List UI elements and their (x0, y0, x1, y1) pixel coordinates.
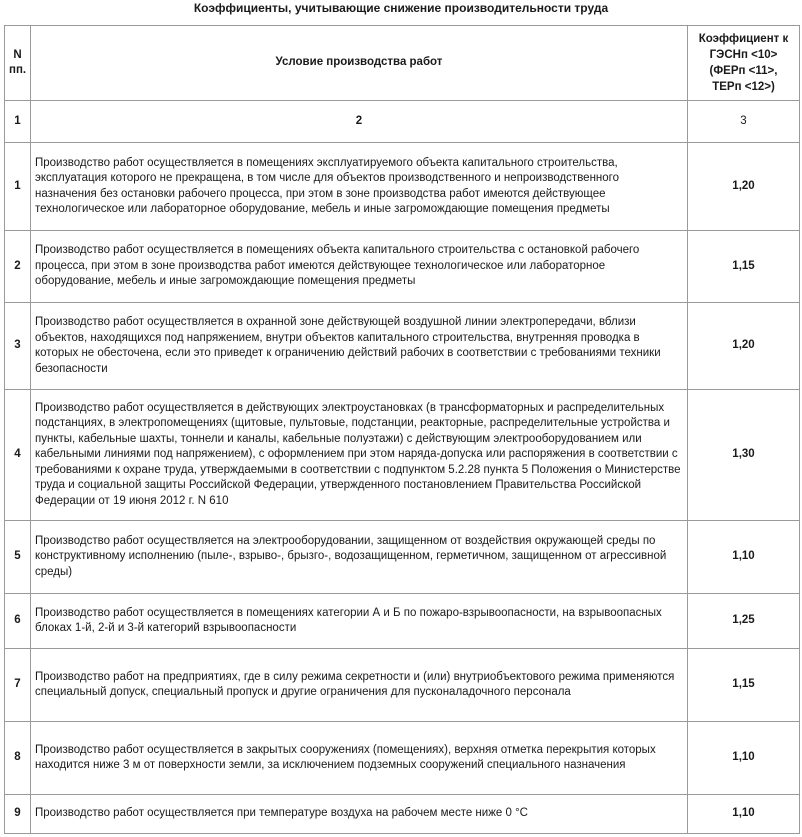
row-coefficient: 1,25 (688, 594, 800, 649)
table-row (5, 649, 800, 722)
coefficients-table (4, 25, 800, 834)
table-caption: Коэффициенты, учитывающие снижение производительности труда (193, 1, 609, 15)
row-num: 1 (5, 143, 31, 231)
index-cell-2: 2 (31, 101, 688, 143)
row-condition: Производство работ осуществляется в закрытых сооружениях (помещениях), верхняя отметка перекрытия которых находится ниже 3 м от поверхности земли, за исключением подземных сооружений специального назначения (31, 722, 688, 795)
table-row (5, 594, 800, 649)
row-coefficient: 1,10 (688, 722, 800, 795)
header-num: N пп. (5, 26, 31, 101)
row-condition: Производство работ осуществляется в помещениях эксплуатируемого объекта капитального строительства, эксплуатация которого не прекращена, в том числе для объектов производственного и непроизводственного назначения без остановки рабочего процесса, при этом в зоне производства работ имеются действующее технологическое или лабораторное оборудование, мебель и иные загромождающие помещения предметы (31, 143, 688, 231)
row-num: 8 (5, 722, 31, 795)
table-row (5, 143, 800, 231)
row-condition: Производство работ осуществляется на электрооборудовании, защищенном от воздействия окружающей среды по конструктивному исполнению (пыле-, взрыво-, брызго-, водозащищенном, герметичном, защищенном от агрессивной среды) (31, 521, 688, 594)
table-row (5, 390, 800, 521)
row-condition: Производство работ осуществляется в охранной зоне действующей воздушной линии электропередачи, вблизи объектов, находящихся под напряжением, внутри объектов капитального строительства, внутренняя проводка в которых не обесточена, если это приведет к ограничению действий рабочих в соответствии с требованиями техники безопасности (31, 303, 688, 390)
row-num: 4 (5, 390, 31, 521)
row-coefficient: 1,30 (688, 390, 800, 521)
row-condition: Производство работ осуществляется при температуре воздуха на рабочем месте ниже 0 °C (31, 795, 688, 834)
row-num: 5 (5, 521, 31, 594)
row-coefficient: 1,10 (688, 795, 800, 834)
row-coefficient: 1,10 (688, 521, 800, 594)
index-cell-3: 3 (688, 101, 800, 143)
table-header-row (5, 26, 800, 101)
table-row (5, 795, 800, 834)
row-condition: Производство работ осуществляется в действующих электроустановках (в трансформаторных и распределительных подстанциях, в электропомещениях (щитовые, пультовые, подстанции, реакторные, распределительные устройства и пункты, кабельные шахты, тоннели и каналы, кабельные полуэтажи) с действующим электрооборудованием или кабельными линиями под напряжением), с оформлением при этом наряда-допуска или распоряжения в соответствии с требованиями к охране труда, утверждаемыми в соответствии с подпунктом 5.2.28 пункта 5 Положения о Министерстве труда и социальной защиты Российской Федерации, утвержденного постановлением Правительства Российской Федерации от 19 июня 2012 г. N 610 (31, 390, 688, 521)
row-condition: Производство работ осуществляется в помещениях объекта капитального строительства с остановкой рабочего процесса, при этом в зоне производства работ имеются действующее технологическое или лабораторное оборудование, мебель и иные загромождающие помещения предметы (31, 231, 688, 303)
row-num: 7 (5, 649, 31, 722)
column-index-row (5, 101, 800, 143)
header-coefficient: Коэффициент к ГЭСНп <10> (ФЕРп <11>, ТЕРп <12>) (688, 26, 800, 101)
row-num: 2 (5, 231, 31, 303)
row-coefficient: 1,20 (688, 143, 800, 231)
index-cell-1: 1 (5, 101, 31, 143)
header-condition: Условие производства работ (31, 26, 688, 101)
row-condition: Производство работ на предприятиях, где в силу режима секретности и (или) внутриобъектового режима применяются специальный допуск, специальный пропуск и другие ограничения для пусконаладочного персонала (31, 649, 688, 722)
row-num: 6 (5, 594, 31, 649)
row-coefficient: 1,15 (688, 649, 800, 722)
table-row (5, 521, 800, 594)
row-coefficient: 1,20 (688, 303, 800, 390)
table-row (5, 722, 800, 795)
row-condition: Производство работ осуществляется в помещениях категории А и Б по пожаро-взрывоопасности, на взрывоопасных блоках 1-й, 2-й и 3-й категорий взрывоопасности (31, 594, 688, 649)
table-row (5, 303, 800, 390)
row-num: 3 (5, 303, 31, 390)
table-row (5, 231, 800, 303)
row-num: 9 (5, 795, 31, 834)
row-coefficient: 1,15 (688, 231, 800, 303)
